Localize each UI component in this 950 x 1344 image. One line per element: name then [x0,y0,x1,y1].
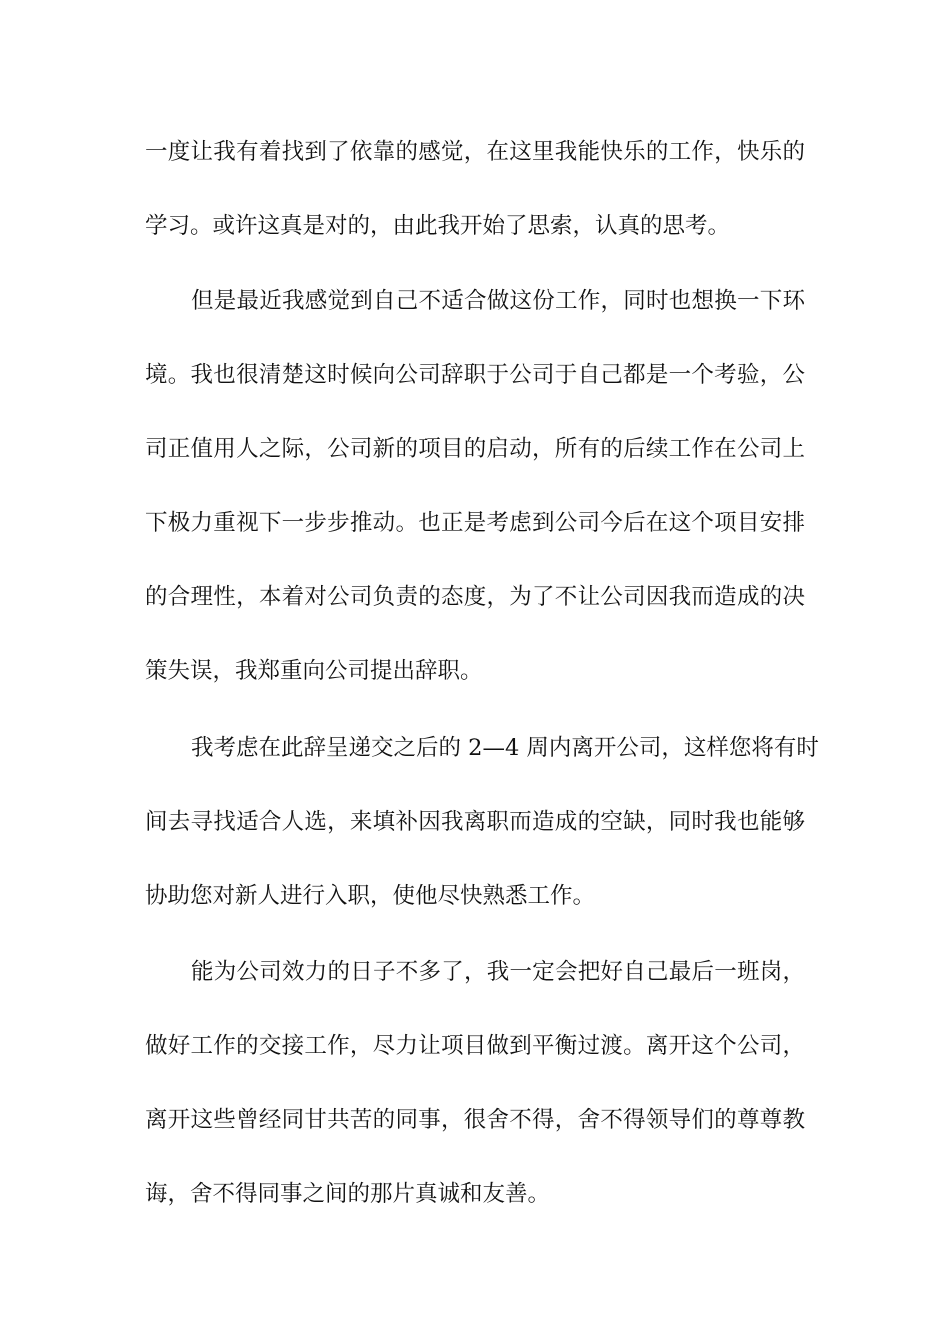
paragraph-2-line-1: 但是最近我感觉到自己不适合做这份工作，同时也想换一下环 [191,288,805,314]
paragraph-2-line-6: 策失误，我郑重向公司提出辞职。 [145,658,483,684]
paragraph-3-line-2: 间去寻找适合人选，来填补因我离职而造成的空缺，同时我也能够 [145,809,805,835]
paragraph-4-line-1: 能为公司效力的日子不多了，我一定会把好自己最后一班岗， [191,959,805,985]
paragraph-2-line-5: 的合理性，本着对公司负责的态度，为了不让公司因我而造成的决 [145,584,805,610]
paragraph-2-line-3: 司正值用人之际，公司新的项目的启动，所有的后续工作在公司上 [145,436,805,462]
paragraph-2-line-4: 下极力重视下一步步推动。也正是考虑到公司今后在这个项目安排 [145,510,805,536]
paragraph-1-line-1: 一度让我有着找到了依靠的感觉，在这里我能快乐的工作，快乐的 [145,139,805,165]
paragraph-3-line-1: 我考虑在此辞呈递交之后的 2—4 周内离开公司，这样您将有时 [191,735,819,761]
paragraph-1-line-2: 学习。或许这真是对的，由此我开始了思索，认真的思考。 [145,213,731,239]
paragraph-2-line-2: 境。我也很清楚这时候向公司辞职于公司于自己都是一个考验，公 [145,362,805,388]
paragraph-4-line-4: 诲，舍不得同事之间的那片真诚和友善。 [145,1181,551,1207]
paragraph-3-line-3: 协助您对新人进行入职，使他尽快熟悉工作。 [145,883,596,909]
paragraph-4-line-3: 离开这些曾经同甘共苦的同事，很舍不得，舍不得领导们的尊尊教 [145,1107,805,1133]
paragraph-4-line-2: 做好工作的交接工作，尽力让项目做到平衡过渡。离开这个公司， [145,1033,805,1059]
